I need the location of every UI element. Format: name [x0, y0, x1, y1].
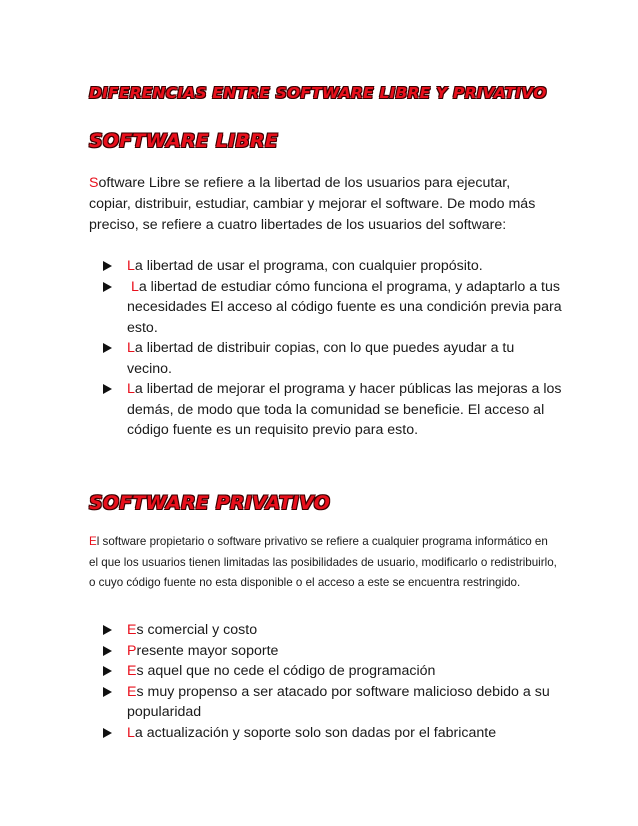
list-item: [103, 682, 563, 723]
initial-letter: E: [89, 535, 97, 548]
initial-letter: S: [89, 175, 99, 191]
paragraph-libre: [89, 173, 551, 236]
list-item-text: s muy propenso a ser atacado por software malicioso debido a su popularidad: [127, 683, 562, 720]
triangle-right-icon: [103, 625, 112, 635]
initial-letter: E: [127, 663, 137, 679]
triangle-right-icon: [103, 384, 112, 394]
section-heading-privativo: SOFTWARE PRIVATIVO: [89, 492, 331, 514]
list-item-text: a libertad de usar el programa, con cualquier propósito.: [134, 258, 483, 274]
list-libre: [103, 256, 563, 441]
paragraph-text: oftware Libre se refiere a la libertad de los usuarios para ejecutar, copiar, distribuir, estudiar, cambiar y mejorar el software. De modo más preciso, se refiere a cuatro libertades de los usuarios del software:: [89, 175, 536, 233]
list-item: [103, 256, 563, 277]
list-item: [103, 277, 563, 339]
list-item-text: a libertad de mejorar el programa y hacer públicas las mejoras a los demás, de modo que toda la comunidad se beneficie. El acceso al código fuente es un requisito previo para esto.: [127, 381, 562, 438]
initial-letter: P: [127, 642, 137, 659]
triangle-right-icon: [103, 728, 112, 738]
triangle-right-icon: [103, 343, 112, 353]
triangle-right-icon: [103, 282, 112, 292]
initial-letter: L: [127, 258, 135, 274]
initial-letter: E: [127, 622, 137, 638]
list-privativo: [103, 620, 563, 743]
section-heading-libre: SOFTWARE LIBRE: [89, 130, 279, 152]
list-item-text: s comercial y costo: [136, 622, 258, 638]
list-item: [103, 723, 563, 744]
list-item: [103, 379, 563, 441]
initial-letter: L: [127, 724, 135, 741]
list-item: [103, 620, 563, 641]
initial-letter: L: [127, 340, 135, 356]
list-item: [103, 338, 563, 379]
list-item-text: a libertad de distribuir copias, con lo que puedes ayudar a tu vecino.: [127, 340, 515, 377]
triangle-right-icon: [103, 687, 112, 697]
list-item-text: a actualización y soporte solo son dadas por el fabricante: [134, 724, 497, 741]
paragraph-privativo: [89, 532, 559, 594]
initial-letter: L: [127, 278, 139, 295]
list-item: [103, 641, 563, 662]
triangle-right-icon: [103, 666, 112, 676]
triangle-right-icon: [103, 261, 112, 271]
document-title: DIFERENCIAS ENTRE SOFTWARE LIBRE Y PRIVATIVO: [89, 84, 547, 102]
list-item: [103, 661, 563, 682]
triangle-right-icon: [103, 646, 112, 656]
initial-letter: L: [127, 381, 135, 397]
initial-letter: E: [127, 683, 137, 700]
list-item-text: resente mayor soporte: [136, 642, 279, 659]
list-item-text: a libertad de estudiar cómo funciona el programa, y adaptarlo a tus necesidades El acceso al código fuente es una condición previa para esto.: [127, 278, 562, 336]
paragraph-text: l software propietario o software privativo se refiere a cualquier programa informático en el que los usuarios tienen limitadas las posibilidades de usuario, modificarlo o redistribuirlo, o cuyo código fuente no esta disponible o el acceso a este se encuentra restringido.: [89, 535, 557, 589]
list-item-text: s aquel que no cede el código de programación: [136, 663, 436, 679]
